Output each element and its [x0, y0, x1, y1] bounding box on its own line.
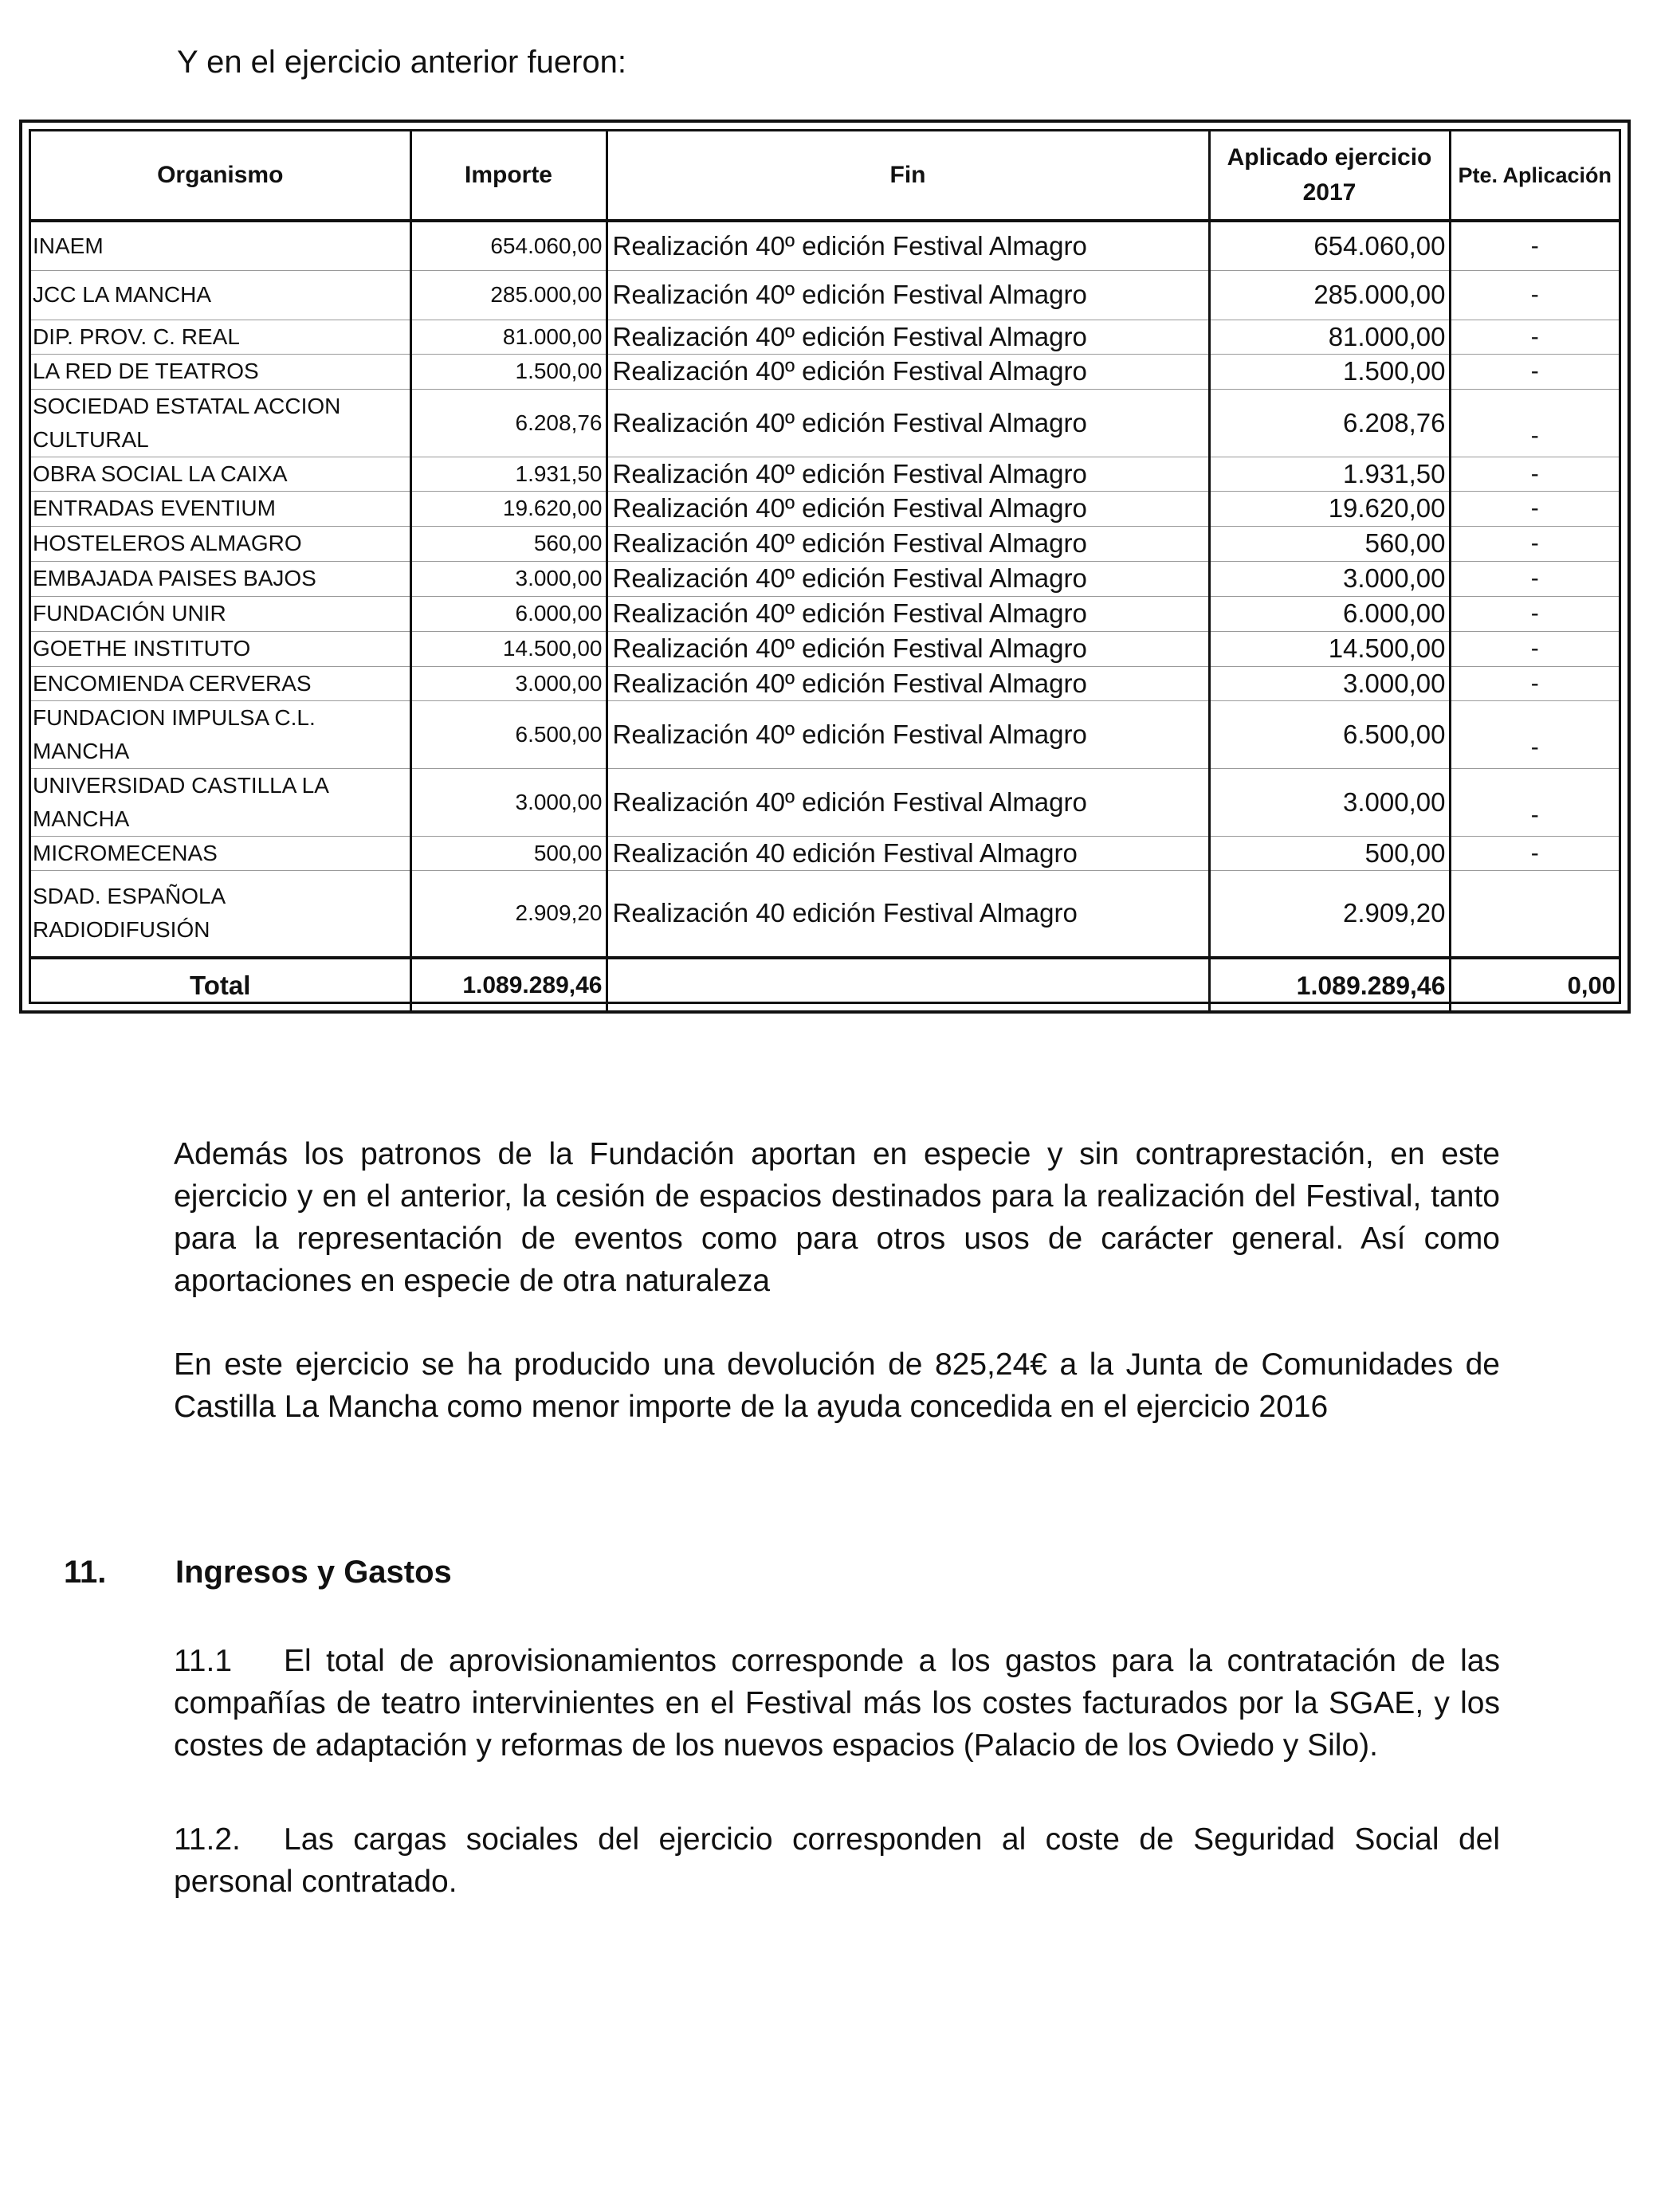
intro-text: Y en el ejercicio anterior fueron: [177, 45, 627, 80]
cell-fin: Realización 40º edición Festival Almagro [607, 320, 1209, 354]
table-row [31, 596, 1619, 631]
total-fin-empty [607, 958, 1209, 1012]
cell-importe: 2.909,20 [410, 870, 607, 958]
cell-aplicado: 560,00 [1209, 526, 1450, 561]
subsection-11-2-text: Las cargas sociales del ejercicio corresponden al coste de Seguridad Social del personal contratado. [174, 1822, 1500, 1899]
section-number: 11. [64, 1555, 107, 1590]
cell-aplicado: 500,00 [1209, 836, 1450, 870]
cell-aplicado: 81.000,00 [1209, 320, 1450, 354]
cell-importe: 1.500,00 [410, 354, 607, 389]
cell-fin: Realización 40º edición Festival Almagro [607, 631, 1209, 666]
total-aplicado: 1.089.289,46 [1209, 958, 1450, 1012]
cell-importe: 560,00 [410, 526, 607, 561]
cell-pte-aplicacion: - [1450, 526, 1619, 561]
subsidies-table-frame [19, 120, 1631, 1014]
total-label: Total [31, 958, 410, 1012]
subsidies-table [31, 131, 1619, 1012]
cell-pte-aplicacion: - [1450, 631, 1619, 666]
cell-organismo: ENCOMIENDA CERVERAS [31, 666, 410, 700]
cell-fin: Realización 40º edición Festival Almagro [607, 354, 1209, 389]
cell-importe: 3.000,00 [410, 561, 607, 596]
cell-fin: Realización 40º edición Festival Almagro [607, 526, 1209, 561]
cell-organismo: DIP. PROV. C. REAL [31, 320, 410, 354]
table-row [31, 768, 1619, 836]
cell-importe: 3.000,00 [410, 768, 607, 836]
table-row [31, 354, 1619, 389]
cell-aplicado: 3.000,00 [1209, 561, 1450, 596]
cell-organismo: LA RED DE TEATROS [31, 354, 410, 389]
cell-importe: 654.060,00 [410, 221, 607, 270]
cell-pte-aplicacion: - [1450, 320, 1619, 354]
cell-aplicado: 1.500,00 [1209, 354, 1450, 389]
cell-fin: Realización 40º edición Festival Almagro [607, 700, 1209, 768]
cell-importe: 500,00 [410, 836, 607, 870]
cell-organismo: SDAD. ESPAÑOLA RADIODIFUSIÓN [31, 870, 410, 958]
cell-organismo: FUNDACION IMPULSA C.L. MANCHA [31, 700, 410, 768]
cell-organismo: INAEM [31, 221, 410, 270]
cell-aplicado: 6.208,76 [1209, 389, 1450, 457]
cell-fin: Realización 40 edición Festival Almagro [607, 836, 1209, 870]
cell-pte-aplicacion: - [1450, 596, 1619, 631]
subsection-11-1 [174, 1640, 1500, 1767]
cell-pte-aplicacion: - [1450, 270, 1619, 320]
cell-pte-aplicacion: - [1450, 354, 1619, 389]
cell-fin: Realización 40º edición Festival Almagro [607, 666, 1209, 700]
cell-pte-aplicacion: - [1450, 836, 1619, 870]
subsection-11-1-text: El total de aprovisionamientos corresponde a los gastos para la contratación de las compañías de teatro intervinientes en el Festival más los costes facturados por la SGAE, y los costes de adaptación y reformas de los nuevos espacios (Palacio de los Oviedo y Silo). [174, 1644, 1500, 1763]
table-row [31, 221, 1619, 270]
cell-organismo: MICROMECENAS [31, 836, 410, 870]
cell-fin: Realización 40º edición Festival Almagro [607, 270, 1209, 320]
cell-importe: 14.500,00 [410, 631, 607, 666]
cell-organismo: OBRA SOCIAL LA CAIXA [31, 457, 410, 491]
cell-organismo: FUNDACIÓN UNIR [31, 596, 410, 631]
subsection-11-2 [174, 1818, 1500, 1903]
cell-fin: Realización 40º edición Festival Almagro [607, 561, 1209, 596]
cell-fin: Realización 40º edición Festival Almagro [607, 389, 1209, 457]
cell-pte-aplicacion: - [1450, 389, 1619, 457]
section-title: Ingresos y Gastos [175, 1555, 452, 1590]
table-header-row [31, 131, 1619, 221]
table-total-row [31, 958, 1619, 1012]
table-row [31, 320, 1619, 354]
total-pte: 0,00 [1450, 958, 1619, 1012]
cell-aplicado: 1.931,50 [1209, 457, 1450, 491]
cell-organismo: EMBAJADA PAISES BAJOS [31, 561, 410, 596]
subsidies-table-inner-frame [29, 129, 1621, 1004]
table-row [31, 870, 1619, 958]
cell-importe: 81.000,00 [410, 320, 607, 354]
paragraph-devolucion: En este ejercicio se ha producido una devolución de 825,24€ a la Junta de Comunidades de Castilla La Mancha como menor importe de la ayuda concedida en el ejercicio 2016 [174, 1347, 1500, 1424]
total-importe: 1.089.289,46 [410, 958, 607, 1012]
cell-aplicado: 14.500,00 [1209, 631, 1450, 666]
table-row [31, 836, 1619, 870]
table-row [31, 631, 1619, 666]
cell-importe: 6.500,00 [410, 700, 607, 768]
cell-importe: 6.208,76 [410, 389, 607, 457]
cell-fin: Realización 40º edición Festival Almagro [607, 221, 1209, 270]
table-row [31, 457, 1619, 491]
header-pte-aplicacion: Pte. Aplicación [1450, 131, 1619, 221]
cell-importe: 19.620,00 [410, 491, 607, 526]
header-organismo: Organismo [31, 131, 410, 221]
cell-pte-aplicacion: - [1450, 457, 1619, 491]
cell-pte-aplicacion: - [1450, 768, 1619, 836]
cell-pte-aplicacion [1450, 870, 1619, 958]
cell-importe: 1.931,50 [410, 457, 607, 491]
cell-aplicado: 6.000,00 [1209, 596, 1450, 631]
subsection-11-1-number: 11.1 [174, 1644, 233, 1678]
header-fin: Fin [607, 131, 1209, 221]
header-importe: Importe [410, 131, 607, 221]
cell-aplicado: 6.500,00 [1209, 700, 1450, 768]
table-row [31, 270, 1619, 320]
table-row [31, 700, 1619, 768]
cell-fin: Realización 40º edición Festival Almagro [607, 768, 1209, 836]
cell-importe: 285.000,00 [410, 270, 607, 320]
table-row [31, 389, 1619, 457]
cell-importe: 3.000,00 [410, 666, 607, 700]
table-row [31, 561, 1619, 596]
header-aplicado-line1: Aplicado ejercicio [1227, 144, 1432, 171]
cell-aplicado: 2.909,20 [1209, 870, 1450, 958]
header-aplicado-line2: 2017 [1302, 179, 1357, 206]
cell-organismo: GOETHE INSTITUTO [31, 631, 410, 666]
subsection-11-2-number: 11.2. [174, 1822, 241, 1857]
cell-pte-aplicacion: - [1450, 666, 1619, 700]
cell-pte-aplicacion: - [1450, 221, 1619, 270]
cell-importe: 6.000,00 [410, 596, 607, 631]
cell-organismo: UNIVERSIDAD CASTILLA LA MANCHA [31, 768, 410, 836]
cell-fin: Realización 40º edición Festival Almagro [607, 491, 1209, 526]
paragraph-aportaciones-especie: Además los patronos de la Fundación aportan en especie y sin contraprestación, en este ejercicio y en el anterior, la cesión de espacios destinados para la realización del Festival, tanto para la representación de eventos como para otros usos de carácter general. Así como aportaciones en especie de otra naturaleza [174, 1137, 1500, 1298]
cell-pte-aplicacion: - [1450, 700, 1619, 768]
table-body [31, 221, 1619, 958]
cell-aplicado: 3.000,00 [1209, 666, 1450, 700]
cell-organismo: ENTRADAS EVENTIUM [31, 491, 410, 526]
cell-aplicado: 3.000,00 [1209, 768, 1450, 836]
cell-aplicado: 285.000,00 [1209, 270, 1450, 320]
cell-pte-aplicacion: - [1450, 561, 1619, 596]
header-aplicado [1209, 131, 1450, 221]
cell-organismo: SOCIEDAD ESTATAL ACCION CULTURAL [31, 389, 410, 457]
cell-aplicado: 654.060,00 [1209, 221, 1450, 270]
cell-fin: Realización 40 edición Festival Almagro [607, 870, 1209, 958]
cell-fin: Realización 40º edición Festival Almagro [607, 457, 1209, 491]
cell-organismo: HOSTELEROS ALMAGRO [31, 526, 410, 561]
cell-organismo: JCC LA MANCHA [31, 270, 410, 320]
table-row [31, 491, 1619, 526]
table-row [31, 666, 1619, 700]
table-row [31, 526, 1619, 561]
cell-pte-aplicacion: - [1450, 491, 1619, 526]
cell-aplicado: 19.620,00 [1209, 491, 1450, 526]
cell-fin: Realización 40º edición Festival Almagro [607, 596, 1209, 631]
